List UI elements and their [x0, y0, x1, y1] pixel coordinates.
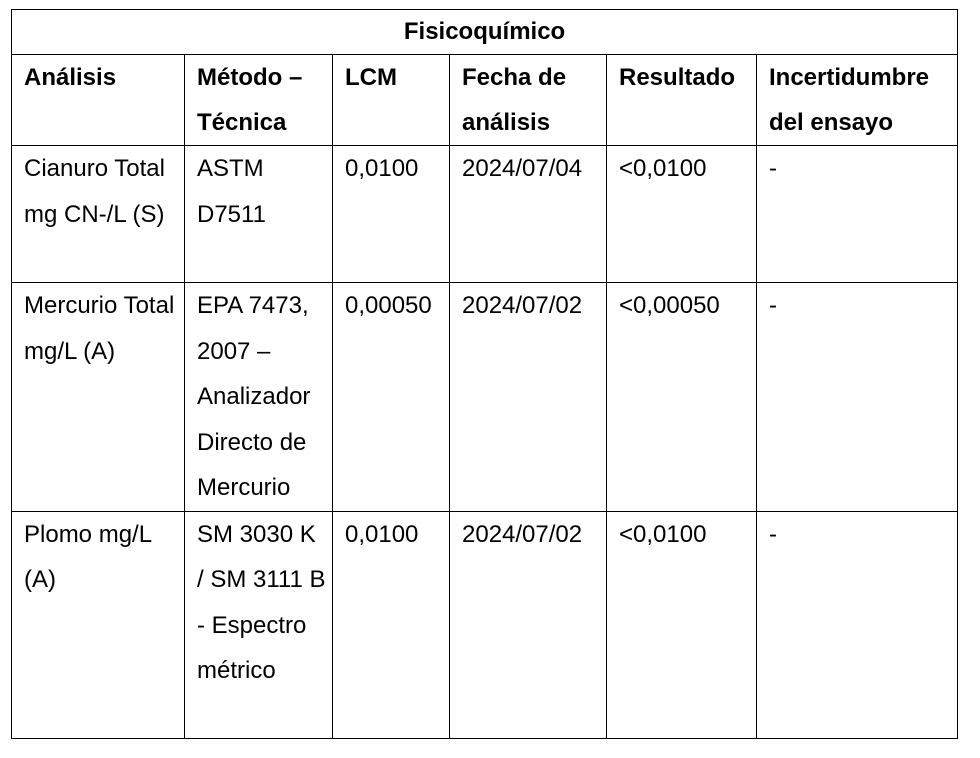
cell-resultado: <0,0100: [607, 146, 757, 283]
table-row: [12, 146, 958, 283]
cell-metodo: SM 3030 K / SM 3111 B - Espectro métrico: [185, 511, 333, 738]
table-row: [12, 283, 958, 512]
cell-lcm: 0,0100: [333, 511, 450, 738]
results-table: [11, 9, 958, 739]
column-header-metodo: Método – Técnica: [185, 55, 333, 146]
cell-analisis: Mercurio Total mg/L (A): [12, 283, 185, 512]
column-header-incertidumbre: Incertidumbre del ensayo: [757, 55, 958, 146]
cell-fecha: 2024/07/02: [450, 511, 607, 738]
cell-lcm: 0,00050: [333, 283, 450, 512]
column-header-fecha: Fecha de análisis: [450, 55, 607, 146]
table-row: [12, 511, 958, 738]
cell-fecha: 2024/07/02: [450, 283, 607, 512]
cell-metodo: ASTM D7511: [185, 146, 333, 283]
cell-incertidumbre: -: [757, 283, 958, 512]
column-header-row: [12, 55, 958, 146]
cell-incertidumbre: -: [757, 146, 958, 283]
table-title: Fisicoquímico: [12, 10, 958, 55]
cell-fecha: 2024/07/04: [450, 146, 607, 283]
cell-resultado: <0,00050: [607, 283, 757, 512]
column-header-analisis: Análisis: [12, 55, 185, 146]
column-header-resultado: Resultado: [607, 55, 757, 146]
cell-metodo: EPA 7473, 2007 – Analizador Directo de Mercurio: [185, 283, 333, 512]
cell-resultado: <0,0100: [607, 511, 757, 738]
cell-analisis: Plomo mg/L (A): [12, 511, 185, 738]
table-title-row: [12, 10, 958, 55]
cell-lcm: 0,0100: [333, 146, 450, 283]
cell-incertidumbre: -: [757, 511, 958, 738]
column-header-lcm: LCM: [333, 55, 450, 146]
cell-analisis: Cianuro Total mg CN-/L (S): [12, 146, 185, 283]
